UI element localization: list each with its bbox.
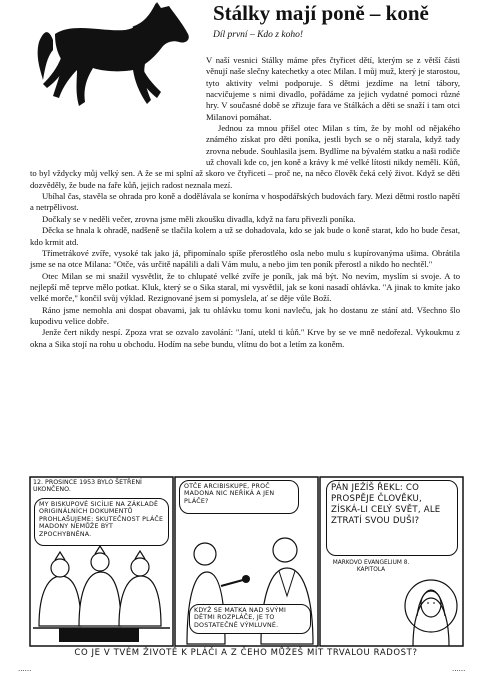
- footer-dots-right: ......: [452, 665, 466, 673]
- paragraph: Dočkaly se v neděli večer, zrovna jsme měli zkoušku divadla, když na faru přivezli poníka.: [42, 213, 356, 224]
- paragraph: Děcka se hnala k ohradě, nadšeně se tlačila kolem a už se dohadovala, kdo se jak bude o koně starat, kdo ho bude česat, kdo krmit atd.: [30, 225, 460, 247]
- paragraph: Jednou za mnou přišel otec Milan s tím, že by mohl od nějakého známého získat pro děti poníka, jestli bych se o něj starala, když tady zrovna nebude. Souhlasila jsem. Bydlíme na bývalém statku a naši rodiče už chovali kde co, jen koně a krávy k mé velké lítosti nikdy neměli. Kůň, to byl vždycky můj velký sen. A že se mi splní až skoro ve čtyřiceti – proč ne, na něco člověk čeká celý život. Když se děti dozvěděly, že bude na faře kůň, jejich radost neznala mezí.: [30, 123, 460, 190]
- panel3-scripture-reference: MARKOVO EVANGELIUM 8. KAPITOLA: [332, 560, 410, 573]
- panel3-speech-bubble: PÁN JEŽÍŠ ŘEKL: CO PROSPĚJE ČLOVĚKU, ZÍSKÁ-LI CELÝ SVĚT, ALE ZTRATÍ SVOU DUŠI?: [326, 480, 458, 556]
- comic-strip: [29, 476, 464, 648]
- panel2-speech-bubble-top: OTČE ARCIBISKUPE, PROČ MADONA NIC NEŘÍKÁ A JEN PLÁČE?: [179, 480, 299, 514]
- panel1-caption: 12. PROSINCE 1953 BYLO ŠETŘENÍ UKONČENO.: [33, 479, 142, 494]
- footer-dots-left: ......: [18, 665, 32, 673]
- panel1-speech-bubble: MY BISKUPOVÉ SICÍLIE NA ZÁKLADĚ ORIGINÁLNÍCH DOKUMENTŮ PROHLAŠUJEME: SKUTEČNOST PLÁČE MADONY NEMŮŽE BÝT ZPOCHYBNĚNA.: [34, 498, 169, 546]
- article-title: Stálky mají poně – koně: [213, 1, 429, 25]
- paragraph: Jenže čert nikdy nespí. Zpoza vrat se ozvalo zavolání: "Janí, utekl ti kůň." Krve by se ve mně nedořezal. Vykoukmu z okna a Sika stojí na rohu u obchodu. Hodím na sebe bundu, vlítnu do bot a letím za koněm.: [30, 327, 460, 349]
- paragraph: Třímetrákové zvíře, vysoké tak jako já, připomínalo spíše přerostlého osla nebo mulu s kupírovanýma ušima. Obrátila jsme se na otce Milana: "Otče, vás určitě napálili a dali Vám mulu, a nebo jim ten poník přerostl a nikdo ho nechtěl.": [30, 247, 460, 270]
- panel2-speech-bubble-bottom: KDYŽ SE MATKA NAD SVÝMI DĚTMI ROZPLÁČE, JE TO DOSTATEČNĚ VÝMLUVNÉ.: [189, 604, 311, 634]
- paragraph: V naší vesnici Stálky máme přes čtyřicet dětí, kterým se z větší části věnují naše slečny katechetky a otec Milan. I můj muž, který je starostou, tyto aktivity velmi podporuje. S dětmi jezdíme na letní tábory, nacvičujeme s nimi divadlo, pořádáme za jejich vydatné pomoci různé hry. V současné době se zřizuje fara ve Stálkách a děti se snaží i tam otci Milanovi pomáhat.: [206, 55, 460, 122]
- article-subtitle: Díl první – Kdo z koho!: [213, 30, 303, 40]
- comic-caption: CO JE V TVÉM ŽIVOTĚ K PLÁČI A Z ČEHO MŮŽEŠ MÍT TRVALOU RADOST?: [74, 648, 418, 658]
- paragraph: Ubíhal čas, stavěla se ohrada pro koně a dodělávala se konírna v hospodářských budovách fary. Mezi dětmi rostlo napětí a netrpělivost.: [30, 191, 460, 213]
- paragraph: Ráno jsme nemohla ani dospat obavami, jak tu ohlávku tomu koni navleču, jak ho dostanu ze stání atd. Všechno šlo kupodivu velice dobře.: [30, 304, 460, 326]
- article-body: [30, 55, 460, 350]
- paragraph: Otec Milan se mi snažil vysvětlit, že to chlupaté velké zvíře je poník, jak má být. No nevím, myslím si svoje. A to nejlepší mě teprve mělo potkat. Kluk, který se o Sika staral, mi vysvětlil, jak se koni nasadí ohlávka. "A jinak to kmíte jako velké morče," končil svůj výklad. Rezignované jsem si pomyslela, ať se děje vůle Boží.: [30, 270, 460, 304]
